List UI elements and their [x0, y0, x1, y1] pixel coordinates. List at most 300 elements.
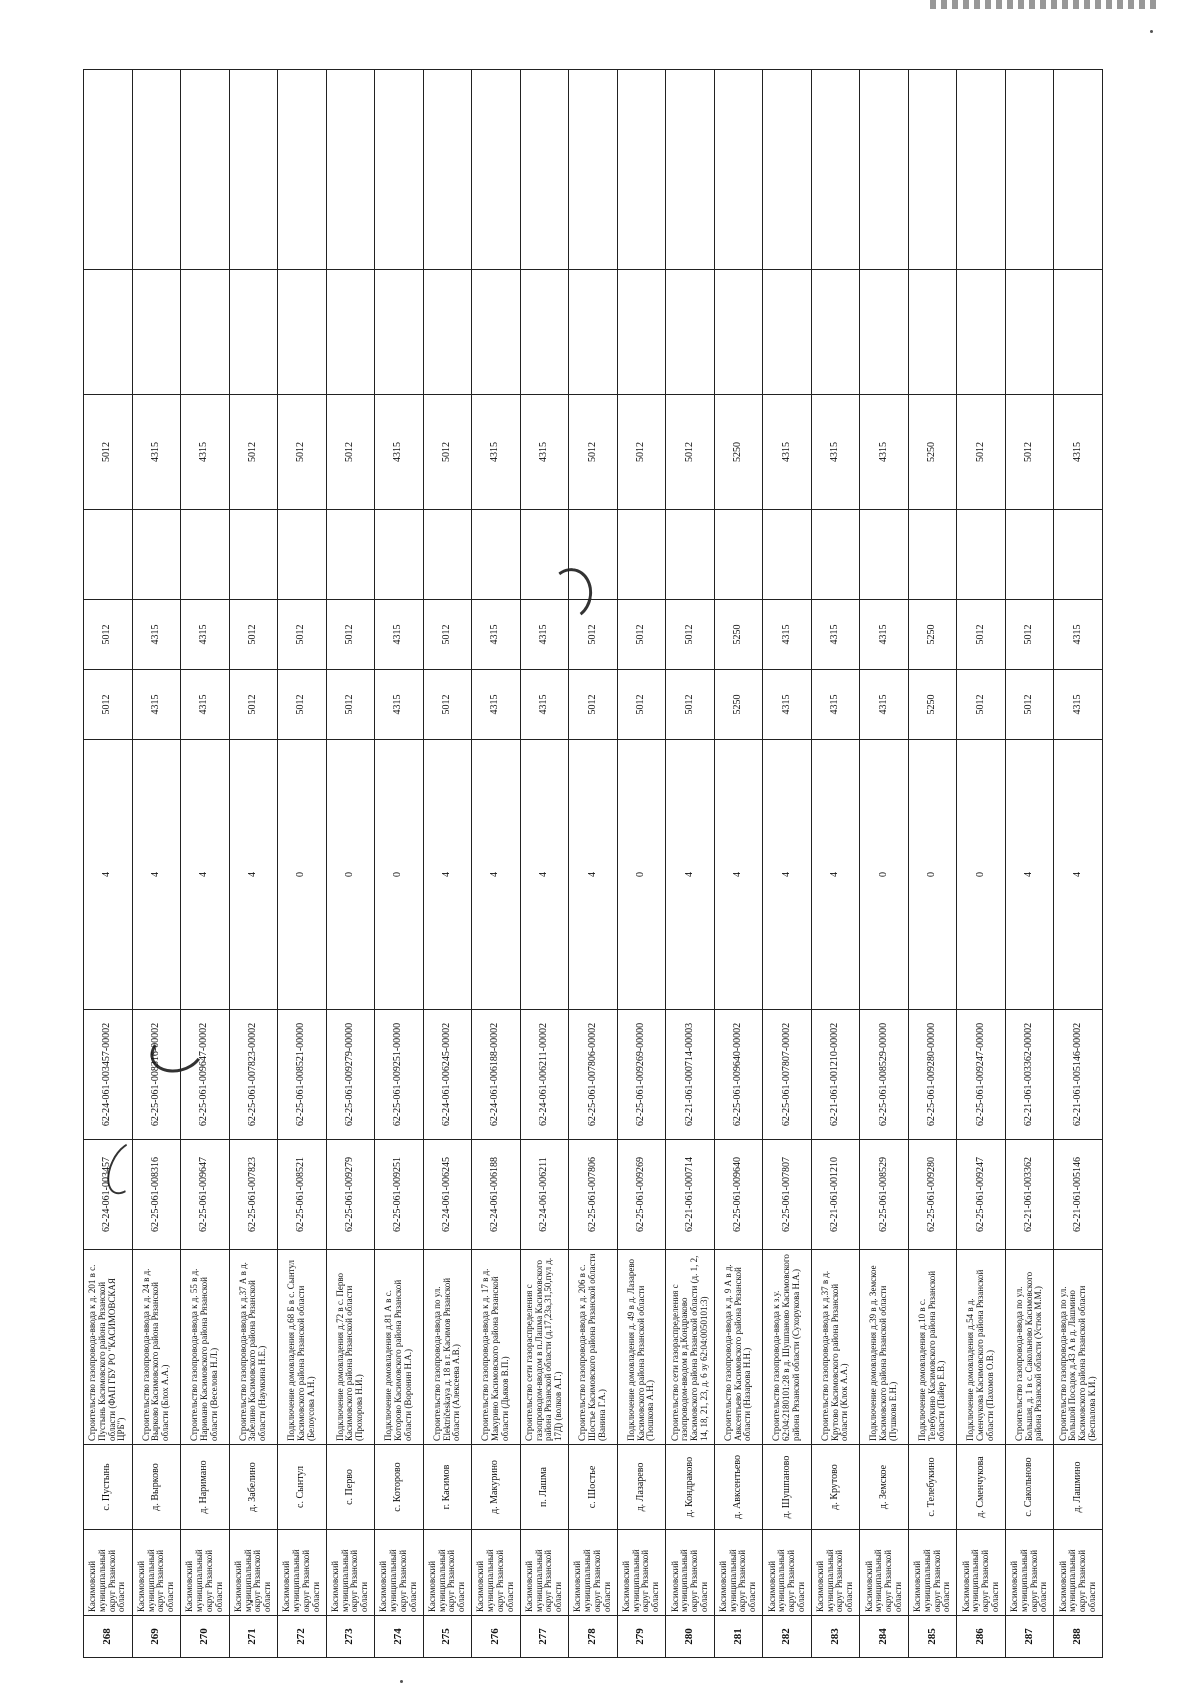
empty-cell — [132, 270, 181, 395]
registry-number-cell: 62-21-061-001210-00002 — [811, 1010, 860, 1140]
settlement-cell: д. Кондраково — [666, 1445, 715, 1530]
row-number-cell: 273 — [326, 1616, 375, 1658]
object-code-cell: 62-25-061-009247 — [957, 1140, 1006, 1250]
category-cell: 0 — [908, 740, 957, 1010]
empty-cell — [1054, 70, 1103, 270]
empty-cell — [957, 70, 1006, 270]
registry-number-cell: 62-25-061-009247-00000 — [957, 1010, 1006, 1140]
value-cell: 4315 — [1054, 395, 1103, 510]
settlement-cell: с. Которово — [375, 1445, 424, 1530]
municipal-district-cell: Касимовский муниципальный округ Рязанской области — [908, 1530, 957, 1616]
registry-number-cell: 62-25-061-009640-00002 — [714, 1010, 763, 1140]
value-cell: 5012 — [1005, 395, 1054, 510]
project-description-cell: Строительство газопровода-ввода к д. 24 в д. Вырково Касимовского района Рязанской области (Блох А.А.) — [132, 1250, 181, 1445]
table-row — [908, 70, 957, 1658]
municipal-district-cell: Касимовский муниципальный округ Рязанской области — [860, 1530, 909, 1616]
municipal-district-cell: Касимовский муниципальный округ Рязанской области — [1005, 1530, 1054, 1616]
empty-cell — [278, 270, 327, 395]
municipal-district-cell: Касимовский муниципальный округ Рязанской области — [1054, 1530, 1103, 1616]
row-number-cell: 283 — [811, 1616, 860, 1658]
value-cell: 5012 — [1005, 600, 1054, 670]
municipal-district-cell: Касимовский муниципальный округ Рязанской области — [472, 1530, 521, 1616]
row-number-cell: 284 — [860, 1616, 909, 1658]
value-cell: 5012 — [84, 395, 133, 510]
value-cell: 5250 — [714, 600, 763, 670]
row-number-cell: 278 — [569, 1616, 618, 1658]
value-cell: 5012 — [617, 600, 666, 670]
value-cell: 5012 — [957, 600, 1006, 670]
registry-number-cell: 62-25-061-009280-00000 — [908, 1010, 957, 1140]
empty-cell — [229, 270, 278, 395]
category-cell: 4 — [132, 740, 181, 1010]
registry-number-cell: 62-25-061-009279-00000 — [326, 1010, 375, 1140]
empty-cell — [1005, 510, 1054, 600]
project-description-cell: Строительство газопровода-ввода к д. 9 А в д. Авксентьево Касимовского района Рязанской области (Назарова Н.Н.) — [714, 1250, 763, 1445]
empty-cell — [763, 270, 812, 395]
object-code-cell: 62-25-061-009280 — [908, 1140, 957, 1250]
value-cell: 4315 — [520, 600, 569, 670]
value-cell: 4315 — [860, 395, 909, 510]
empty-cell — [229, 510, 278, 600]
table-row — [957, 70, 1006, 1658]
value-cell: 4315 — [1054, 670, 1103, 740]
registry-number-cell: 62-21-061-005146-00002 — [1054, 1010, 1103, 1140]
value-cell: 5250 — [908, 395, 957, 510]
registry-number-cell: 62-25-061-007823-00002 — [229, 1010, 278, 1140]
value-cell: 5012 — [229, 670, 278, 740]
value-cell: 5250 — [908, 670, 957, 740]
value-cell: 4315 — [811, 600, 860, 670]
value-cell: 4315 — [472, 670, 521, 740]
object-code-cell: 62-25-061-009647 — [181, 1140, 230, 1250]
value-cell: 4315 — [472, 395, 521, 510]
registry-number-cell: 62-25-061-009251-00000 — [375, 1010, 424, 1140]
settlement-cell: с. Сакольново — [1005, 1445, 1054, 1530]
registry-number-cell: 62-25-061-009647-00002 — [181, 1010, 230, 1140]
municipal-district-cell: Касимовский муниципальный округ Рязанской области — [811, 1530, 860, 1616]
settlement-cell: д. Наримано — [181, 1445, 230, 1530]
empty-cell — [617, 270, 666, 395]
empty-cell — [666, 510, 715, 600]
registry-number-cell: 62-25-061-009269-00000 — [617, 1010, 666, 1140]
table-row — [132, 70, 181, 1658]
category-cell: 4 — [84, 740, 133, 1010]
row-number-cell: 281 — [714, 1616, 763, 1658]
object-code-cell: 62-21-061-001210 — [811, 1140, 860, 1250]
value-cell: 4315 — [763, 600, 812, 670]
project-description-cell: Строительство газопровода-ввода по ул. Električeskaya д. 18 в г. Касимов Рязанской области (Алексеева А.В.) — [423, 1250, 472, 1445]
value-cell: 4315 — [520, 395, 569, 510]
value-cell: 5012 — [84, 670, 133, 740]
settlement-cell: с. Пустынь — [84, 1445, 133, 1530]
empty-cell — [957, 510, 1006, 600]
object-code-cell: 62-25-061-009640 — [714, 1140, 763, 1250]
value-cell: 4315 — [860, 600, 909, 670]
value-cell: 4315 — [375, 670, 424, 740]
empty-cell — [617, 70, 666, 270]
object-code-cell: 62-25-061-007806 — [569, 1140, 618, 1250]
municipal-district-cell: Касимовский муниципальный округ Рязанской области — [763, 1530, 812, 1616]
value-cell: 5012 — [326, 395, 375, 510]
empty-cell — [229, 70, 278, 270]
rotated-table-container — [83, 70, 1103, 1658]
registry-number-cell: 62-21-061-000714-00003 — [666, 1010, 715, 1140]
empty-cell — [84, 270, 133, 395]
value-cell: 5012 — [84, 600, 133, 670]
category-cell: 0 — [278, 740, 327, 1010]
empty-cell — [326, 70, 375, 270]
empty-cell — [132, 510, 181, 600]
table-row — [860, 70, 909, 1658]
project-description-cell: Строительство газопровода-ввода к д. 201 в с. Пустынь Касимовского района Рязанской области (ФАП ГБУ РО "КАСИМОВСКАЯ ЦРБ") — [84, 1250, 133, 1445]
registry-number-cell: 62-25-061-008316-00002 — [132, 1010, 181, 1140]
row-number-cell: 285 — [908, 1616, 957, 1658]
value-cell: 5012 — [423, 670, 472, 740]
value-cell: 4315 — [763, 395, 812, 510]
category-cell: 4 — [181, 740, 230, 1010]
registry-number-cell: 62-24-061-006211-00002 — [520, 1010, 569, 1140]
value-cell: 5012 — [229, 600, 278, 670]
value-cell: 5012 — [617, 395, 666, 510]
value-cell: 4315 — [181, 670, 230, 740]
value-cell: 4315 — [520, 670, 569, 740]
project-description-cell: Строительство газопровода-ввода по ул. Большой Посадок д.43 А в д. Лашмино Касимовского района Рязанской области (Беспалова К.И.) — [1054, 1250, 1103, 1445]
object-code-cell: 62-25-061-008529 — [860, 1140, 909, 1250]
row-number-cell: 286 — [957, 1616, 1006, 1658]
empty-cell — [181, 270, 230, 395]
object-code-cell: 62-24-061-003457 — [84, 1140, 133, 1250]
value-cell: 4315 — [860, 670, 909, 740]
empty-cell — [181, 70, 230, 270]
value-cell: 5250 — [714, 670, 763, 740]
empty-cell — [763, 70, 812, 270]
municipal-district-cell: Касимовский муниципальный округ Рязанской области — [423, 1530, 472, 1616]
municipal-district-cell: Касимовский муниципальный округ Рязанской области — [569, 1530, 618, 1616]
settlement-cell: д. Земское — [860, 1445, 909, 1530]
project-description-cell: Строительство газопровода-ввода к д. 17 в д. Макурино Касимовского района Рязанской области (Дьяков В.П.) — [472, 1250, 521, 1445]
value-cell: 4315 — [1054, 600, 1103, 670]
registry-number-cell: 62-25-061-007807-00002 — [763, 1010, 812, 1140]
value-cell: 4315 — [811, 395, 860, 510]
object-code-cell: 62-25-061-008521 — [278, 1140, 327, 1250]
row-number-cell: 270 — [181, 1616, 230, 1658]
table-row — [181, 70, 230, 1658]
empty-cell — [714, 270, 763, 395]
table-row — [666, 70, 715, 1658]
registry-number-cell: 62-24-061-003457-00002 — [84, 1010, 133, 1140]
value-cell: 5012 — [326, 670, 375, 740]
empty-cell — [472, 70, 521, 270]
value-cell: 4315 — [132, 670, 181, 740]
settlement-cell: с. Телебукино — [908, 1445, 957, 1530]
municipal-district-cell: Касимовский муниципальный округ Рязанской области — [617, 1530, 666, 1616]
empty-cell — [132, 70, 181, 270]
empty-cell — [423, 510, 472, 600]
table-row — [278, 70, 327, 1658]
value-cell: 4315 — [375, 395, 424, 510]
empty-cell — [375, 70, 424, 270]
scan-speck — [1150, 30, 1153, 33]
project-description-cell: Строительство газопровода-ввода по ул. Большая, д. 1 в с. Сакольново Касимовского района Рязанской области (Устюк М.М.) — [1005, 1250, 1054, 1445]
object-code-cell: 62-25-061-009279 — [326, 1140, 375, 1250]
table-body — [84, 70, 1103, 1658]
value-cell: 4315 — [132, 395, 181, 510]
table-row — [326, 70, 375, 1658]
empty-cell — [569, 270, 618, 395]
object-code-cell: 62-25-061-008316 — [132, 1140, 181, 1250]
row-number-cell: 277 — [520, 1616, 569, 1658]
value-cell: 5012 — [423, 600, 472, 670]
table-row — [84, 70, 133, 1658]
project-description-cell: Строительство газопровода-ввода к з.у. 62:04:2180101:28 в д. Шушпаново Касимовского района Рязанской области (Сухорукова Н.А.) — [763, 1250, 812, 1445]
project-description-cell: Строительство сети газораспределения с газопроводом-вводом в д.Кондраково Касимовского района Рязанской области (д. 1, 2, 14, 18, 21, 23, д. 6 зу 62:04:0050101:3) — [666, 1250, 715, 1445]
value-cell: 5012 — [569, 395, 618, 510]
object-code-cell: 62-25-061-009251 — [375, 1140, 424, 1250]
empty-cell — [908, 70, 957, 270]
value-cell: 4315 — [811, 670, 860, 740]
table-row — [714, 70, 763, 1658]
scan-edge-artifact — [930, 0, 1160, 9]
row-number-cell: 288 — [1054, 1616, 1103, 1658]
project-description-cell: Подключение домовладения д.10 в с. Телебукино Касимовского района Рязанской области (Пайер Е.В.) — [908, 1250, 957, 1445]
project-description-cell: Строительство газопровода-ввода к д.37 в д. Крутово Касимовского района Рязанской области (Клок А.А.) — [811, 1250, 860, 1445]
object-code-cell: 62-21-061-003362 — [1005, 1140, 1054, 1250]
empty-cell — [908, 510, 957, 600]
settlement-cell: с. Шостье — [569, 1445, 618, 1530]
registry-number-cell: 62-25-061-008521-00000 — [278, 1010, 327, 1140]
project-description-cell: Подключение домовладения д.54 в д. Сменчукова Касимовского района Рязанской области (Пахомов О.В.) — [957, 1250, 1006, 1445]
settlement-cell: д. Вырково — [132, 1445, 181, 1530]
row-number-cell: 272 — [278, 1616, 327, 1658]
empty-cell — [520, 70, 569, 270]
value-cell: 4315 — [375, 600, 424, 670]
settlement-cell: с. Сынтул — [278, 1445, 327, 1530]
project-description-cell: Подключение домовладения д.68 Б в с. Сынтул Касимовского района Рязанской области (Белоусова А.Н.) — [278, 1250, 327, 1445]
settlement-cell: д. Лашмино — [1054, 1445, 1103, 1530]
value-cell: 4315 — [181, 395, 230, 510]
category-cell: 4 — [666, 740, 715, 1010]
empty-cell — [569, 70, 618, 270]
municipal-district-cell: Касимовский муниципальный округ Рязанской области — [132, 1530, 181, 1616]
value-cell: 5012 — [957, 395, 1006, 510]
empty-cell — [811, 70, 860, 270]
settlement-cell: д. Авксентьево — [714, 1445, 763, 1530]
project-description-cell: Строительство газопровода-ввода к д. 55 в д. Наримано Касимовского района Рязанской области (Веселова Н.Л.) — [181, 1250, 230, 1445]
value-cell: 5012 — [278, 670, 327, 740]
table-row — [569, 70, 618, 1658]
row-number-cell: 269 — [132, 1616, 181, 1658]
category-cell: 4 — [472, 740, 521, 1010]
value-cell: 5012 — [957, 670, 1006, 740]
value-cell: 5012 — [569, 670, 618, 740]
category-cell: 4 — [229, 740, 278, 1010]
value-cell: 4315 — [472, 600, 521, 670]
empty-cell — [860, 270, 909, 395]
category-cell: 4 — [520, 740, 569, 1010]
row-number-cell: 275 — [423, 1616, 472, 1658]
row-number-cell: 271 — [229, 1616, 278, 1658]
row-number-cell: 287 — [1005, 1616, 1054, 1658]
empty-cell — [472, 270, 521, 395]
table-row — [375, 70, 424, 1658]
settlement-cell: с. Перво — [326, 1445, 375, 1530]
category-cell: 4 — [763, 740, 812, 1010]
table-row — [1054, 70, 1103, 1658]
category-cell: 4 — [1054, 740, 1103, 1010]
settlement-cell: д. Макурино — [472, 1445, 521, 1530]
category-cell: 0 — [617, 740, 666, 1010]
value-cell: 5012 — [423, 395, 472, 510]
category-cell: 4 — [811, 740, 860, 1010]
registry-number-cell: 62-24-061-006245-00002 — [423, 1010, 472, 1140]
settlement-cell: д. Крутово — [811, 1445, 860, 1530]
value-cell: 5012 — [666, 670, 715, 740]
object-code-cell: 62-21-061-000714 — [666, 1140, 715, 1250]
project-description-cell: Строительство газопровода-ввода к д.37 А в д. Забелино Касимовского района Рязанской области (Наумкина Н.Е.) — [229, 1250, 278, 1445]
row-number-cell: 274 — [375, 1616, 424, 1658]
value-cell: 4315 — [763, 670, 812, 740]
empty-cell — [714, 70, 763, 270]
value-cell: 5250 — [714, 395, 763, 510]
empty-cell — [957, 270, 1006, 395]
settlement-cell: д. Шушпаново — [763, 1445, 812, 1530]
row-number-cell: 279 — [617, 1616, 666, 1658]
object-code-cell: 62-24-061-006211 — [520, 1140, 569, 1250]
value-cell: 5012 — [617, 670, 666, 740]
project-description-cell: Строительство сети газораспределения с газопроводом-вводом в п.Лашма Касимовского района Рязанской области (д.17,23а,31,50,пул д. 17Д) (волков А.Г.) — [520, 1250, 569, 1445]
empty-cell — [1054, 270, 1103, 395]
value-cell: 5012 — [326, 600, 375, 670]
project-description-cell: Подключение домовладения д.81 А в с. Которово Касимовского района Рязанской области (Воронин Н.А.) — [375, 1250, 424, 1445]
municipal-district-cell: Касимовский муниципальный округ Рязанской области — [375, 1530, 424, 1616]
municipal-district-cell: Касимовский муниципальный округ Рязанской области — [84, 1530, 133, 1616]
empty-cell — [326, 510, 375, 600]
settlement-cell: д. Забелино — [229, 1445, 278, 1530]
empty-cell — [278, 510, 327, 600]
project-description-cell: Подключение домовладения д.72 в с. Перво Касимовского района Рязанской области (Прохорова Н.И.) — [326, 1250, 375, 1445]
project-description-cell: Подключение домовладения д.39 в д. Земское Касимовского района Рязанской области (Пушкова Е.Н.) — [860, 1250, 909, 1445]
object-code-cell: 62-25-061-007823 — [229, 1140, 278, 1250]
object-code-cell: 62-25-061-009269 — [617, 1140, 666, 1250]
project-description-cell: Подключение домовладения д. 49 в д. Лазарево Касимовского района Рязанской области (Тюшкова А.Н.) — [617, 1250, 666, 1445]
object-code-cell: 62-24-061-006245 — [423, 1140, 472, 1250]
table-row — [229, 70, 278, 1658]
registry-number-cell: 62-25-061-008529-00000 — [860, 1010, 909, 1140]
municipal-district-cell: Касимовский муниципальный округ Рязанской области — [278, 1530, 327, 1616]
object-code-cell: 62-21-061-005146 — [1054, 1140, 1103, 1250]
municipal-district-cell: Касимовский муниципальный округ Рязанской области — [957, 1530, 1006, 1616]
table-row — [520, 70, 569, 1658]
category-cell: 4 — [423, 740, 472, 1010]
category-cell: 0 — [375, 740, 424, 1010]
municipal-district-cell: Касимовский муниципальный округ Рязанской области — [326, 1530, 375, 1616]
empty-cell — [423, 70, 472, 270]
empty-cell — [763, 510, 812, 600]
value-cell: 4315 — [181, 600, 230, 670]
registry-number-cell: 62-21-061-003362-00002 — [1005, 1010, 1054, 1140]
table-row — [811, 70, 860, 1658]
value-cell: 5012 — [666, 395, 715, 510]
empty-cell — [811, 270, 860, 395]
empty-cell — [1054, 510, 1103, 600]
row-number-cell: 268 — [84, 1616, 133, 1658]
empty-cell — [375, 270, 424, 395]
empty-cell — [326, 270, 375, 395]
empty-cell — [423, 270, 472, 395]
value-cell: 5012 — [278, 600, 327, 670]
object-code-cell: 62-25-061-007807 — [763, 1140, 812, 1250]
empty-cell — [181, 510, 230, 600]
settlement-cell: г. Касимов — [423, 1445, 472, 1530]
row-number-cell: 282 — [763, 1616, 812, 1658]
registry-number-cell: 62-24-061-006188-00002 — [472, 1010, 521, 1140]
table-row — [763, 70, 812, 1658]
municipal-district-cell: Касимовский муниципальный округ Рязанской области — [666, 1530, 715, 1616]
empty-cell — [908, 270, 957, 395]
empty-cell — [666, 70, 715, 270]
category-cell: 4 — [714, 740, 763, 1010]
value-cell: 5012 — [229, 395, 278, 510]
row-number-cell: 280 — [666, 1616, 715, 1658]
object-code-cell: 62-24-061-006188 — [472, 1140, 521, 1250]
empty-cell — [860, 70, 909, 270]
empty-cell — [714, 510, 763, 600]
settlement-cell: п. Лашма — [520, 1445, 569, 1530]
empty-cell — [84, 70, 133, 270]
empty-cell — [617, 510, 666, 600]
settlement-cell: д. Лазарево — [617, 1445, 666, 1530]
empty-cell — [520, 510, 569, 600]
value-cell: 5012 — [666, 600, 715, 670]
table-row — [472, 70, 521, 1658]
scan-speck — [400, 1680, 403, 1683]
empty-cell — [472, 510, 521, 600]
municipal-district-cell: Касимовский муниципальный округ Рязанской области — [181, 1530, 230, 1616]
category-cell: 4 — [1005, 740, 1054, 1010]
empty-cell — [811, 510, 860, 600]
empty-cell — [84, 510, 133, 600]
value-cell: 5012 — [1005, 670, 1054, 740]
municipal-district-cell: Касимовский муниципальный округ Рязанской области — [229, 1530, 278, 1616]
value-cell: 4315 — [132, 600, 181, 670]
municipal-district-cell: Касимовский муниципальный округ Рязанской области — [714, 1530, 763, 1616]
empty-cell — [860, 510, 909, 600]
table-row — [617, 70, 666, 1658]
gas-connection-table — [83, 69, 1103, 1658]
value-cell: 5012 — [569, 600, 618, 670]
category-cell: 0 — [957, 740, 1006, 1010]
value-cell: 5012 — [278, 395, 327, 510]
value-cell: 5250 — [908, 600, 957, 670]
empty-cell — [1005, 70, 1054, 270]
category-cell: 0 — [860, 740, 909, 1010]
empty-cell — [666, 270, 715, 395]
project-description-cell: Строительство газопровода-ввода к д. 206 в с. Шостье Касимовского района Рязанской области (Ванина Г.А.) — [569, 1250, 618, 1445]
empty-cell — [569, 510, 618, 600]
category-cell: 0 — [326, 740, 375, 1010]
table-row — [423, 70, 472, 1658]
empty-cell — [1005, 270, 1054, 395]
empty-cell — [278, 70, 327, 270]
settlement-cell: д. Сменчукова — [957, 1445, 1006, 1530]
row-number-cell: 276 — [472, 1616, 521, 1658]
empty-cell — [520, 270, 569, 395]
registry-number-cell: 62-25-061-007806-00002 — [569, 1010, 618, 1140]
municipal-district-cell: Касимовский муниципальный округ Рязанской области — [520, 1530, 569, 1616]
category-cell: 4 — [569, 740, 618, 1010]
empty-cell — [375, 510, 424, 600]
table-row — [1005, 70, 1054, 1658]
